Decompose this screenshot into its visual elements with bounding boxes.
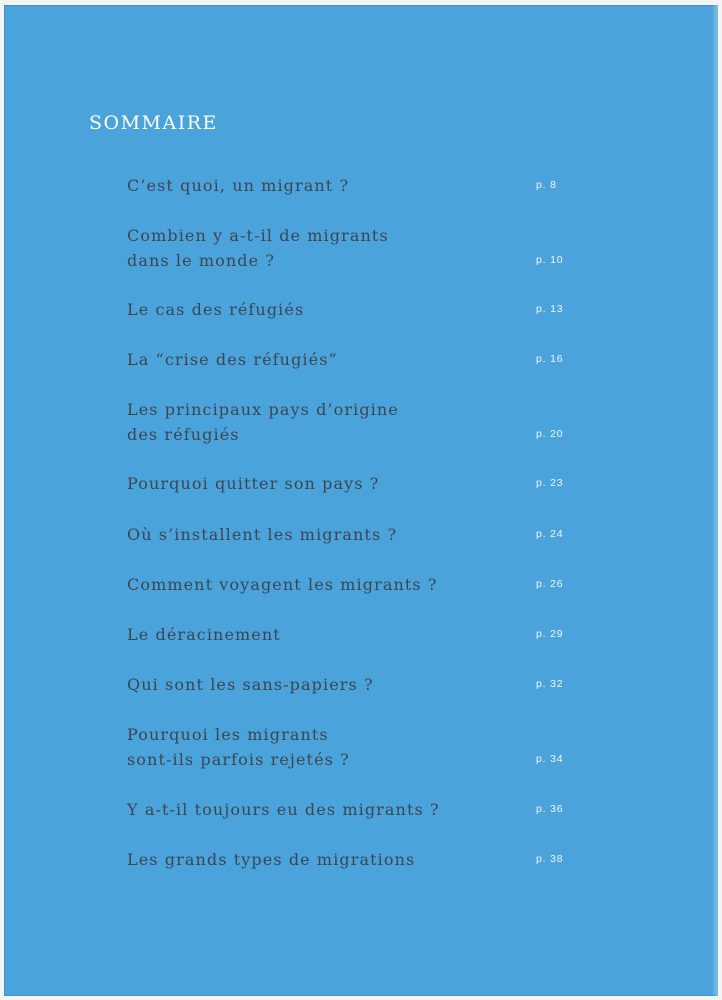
- toc-entry-page: p. 16: [536, 353, 564, 365]
- toc-entry-sans-papiers[interactable]: [127, 672, 567, 724]
- toc-entry-page: p. 10: [536, 254, 564, 266]
- toc-title: SOMMAIRE: [89, 112, 218, 134]
- toc-entry-title: Le cas des réfugiés: [127, 300, 305, 319]
- toc-entry-migrant[interactable]: [127, 173, 567, 225]
- toc-entry-installation[interactable]: [127, 522, 567, 574]
- toc-entry-types-migrations[interactable]: [127, 847, 567, 899]
- table-of-contents-page: [4, 5, 718, 996]
- toc-entry-nombre-migrants[interactable]: [127, 223, 567, 275]
- toc-entry-title: La “crise des réfugiés”: [127, 350, 338, 369]
- toc-entry-page: p. 29: [536, 628, 564, 640]
- toc-entry-title: Comment voyagent les migrants ?: [127, 575, 438, 594]
- toc-entry-page: p. 23: [536, 477, 564, 489]
- toc-entry-page: p. 32: [536, 678, 564, 690]
- toc-entry-page: p. 34: [536, 753, 564, 765]
- toc-entry-title: Y a-t-il toujours eu des migrants ?: [127, 800, 440, 819]
- toc-entry-page: p. 26: [536, 578, 564, 590]
- toc-entry-title: Pourquoi les migrants sont-ils parfois rejetés ?: [127, 725, 350, 769]
- toc-entry-title: C’est quoi, un migrant ?: [127, 176, 350, 195]
- toc-entry-title: Où s’installent les migrants ?: [127, 525, 398, 544]
- toc-entry-title: Pourquoi quitter son pays ?: [127, 474, 380, 493]
- toc-entry-deracinement[interactable]: [127, 622, 567, 674]
- toc-entry-pays-origine[interactable]: [127, 397, 567, 449]
- toc-entry-title: Les principaux pays d’origine des réfugiés: [127, 400, 399, 444]
- toc-entry-page: p. 8: [536, 179, 557, 191]
- toc-entry-title: Les grands types de migrations: [127, 850, 416, 869]
- toc-entry-voyage[interactable]: [127, 572, 567, 624]
- toc-entry-histoire[interactable]: [127, 797, 567, 849]
- toc-entry-title: Combien y a-t-il de migrants dans le monde ?: [127, 226, 389, 270]
- toc-entry-page: p. 24: [536, 528, 564, 540]
- toc-entry-crise-refugies[interactable]: [127, 347, 567, 399]
- toc-entry-title: Qui sont les sans-papiers ?: [127, 675, 374, 694]
- toc-entry-page: p. 36: [536, 803, 564, 815]
- toc-entry-title: Le déracinement: [127, 625, 281, 644]
- toc-entry-page: p. 20: [536, 428, 564, 440]
- toc-entry-refugies[interactable]: [127, 297, 567, 349]
- toc-entry-quitter-pays[interactable]: [127, 471, 567, 523]
- toc-entry-page: p. 38: [536, 853, 564, 865]
- toc-entry-rejet[interactable]: [127, 722, 567, 774]
- toc-entry-page: p. 13: [536, 303, 564, 315]
